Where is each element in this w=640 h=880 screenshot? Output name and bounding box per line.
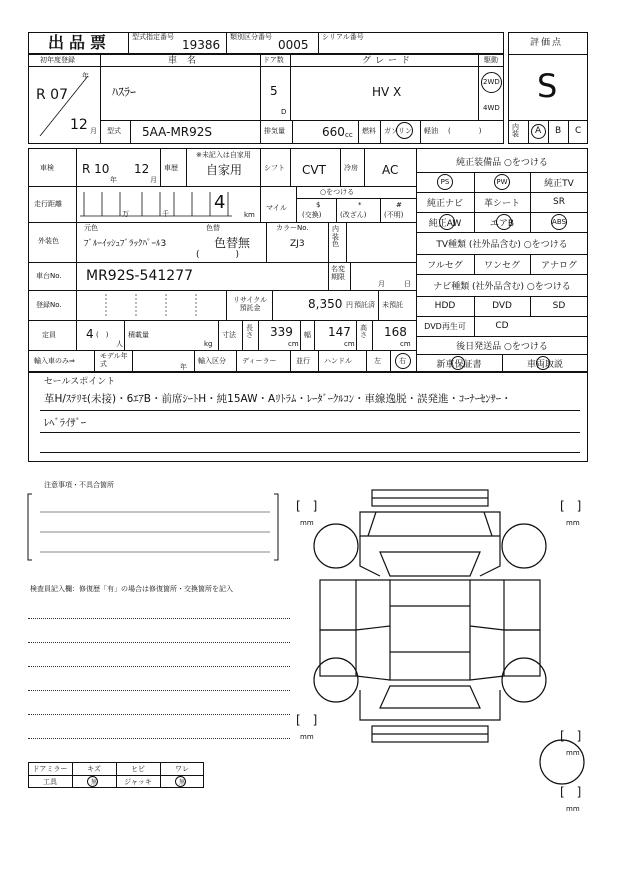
- first-reg-month-unit: 月: [90, 127, 97, 135]
- repaint-label: 色替: [206, 224, 220, 232]
- recycle-paid: 預託済: [354, 301, 375, 309]
- score-label: 評価点: [530, 38, 564, 48]
- sales-points-line2: ﾚﾍﾞﾗｲｻﾞｰ: [44, 417, 86, 429]
- mile-opt-exchange-sym: $: [316, 201, 321, 209]
- score-value: S: [537, 67, 558, 105]
- width-value: 147: [328, 325, 351, 339]
- color-no-value: ZJ3: [290, 239, 305, 249]
- capacity-label: 定員: [42, 331, 56, 339]
- caution-label: 注意事項・不具合箇所: [44, 481, 114, 489]
- inspection-era-year: R 10: [82, 162, 110, 176]
- fuel-gasoline: ガソリン: [384, 127, 412, 135]
- equip-ps: PS: [440, 178, 450, 186]
- title-exp-month: 月: [378, 280, 385, 288]
- tv-type-title: TV種類 (社外品含む) ○をつける: [436, 239, 568, 250]
- shift-label: シフト: [264, 164, 285, 172]
- equip-pw: PW: [496, 178, 508, 186]
- nav-sd: SD: [552, 301, 566, 311]
- import-label: 輸入車のみ⇒: [34, 357, 75, 365]
- model-year-unit: 年: [180, 363, 187, 371]
- mileage-man-unit: 万: [122, 210, 129, 218]
- nav-type-title: ナビ種類 (社外品含む) ○をつける: [433, 281, 571, 292]
- equip-airbag: エアB: [489, 218, 515, 229]
- grade-value: HV X: [372, 85, 402, 99]
- nav-dvd: DVD: [492, 301, 512, 311]
- fuel-other: ( ): [448, 127, 482, 135]
- mile-opt-exchange: (交換): [302, 211, 322, 219]
- tread-mm-spare: mm: [566, 805, 580, 813]
- reg-no-label: 登録No.: [36, 301, 62, 309]
- equip-genuine-tv: 純正TV: [544, 178, 574, 189]
- repaint-value: 色替無: [214, 236, 251, 250]
- model-year-label: モデル年式: [100, 352, 128, 368]
- interior-c: C: [575, 126, 582, 136]
- first-reg-era-year: R 07: [36, 87, 68, 103]
- length-label: 長さ: [246, 324, 253, 339]
- width-label: 幅: [304, 331, 311, 339]
- tv-analog: アナログ: [540, 260, 577, 271]
- legend-break: ワレ: [175, 764, 189, 773]
- legend-jack-mark: 無: [178, 779, 185, 786]
- handle-right: 右: [399, 357, 406, 365]
- use-note: ※未記入は自家用: [196, 151, 251, 159]
- length-value: 339: [270, 325, 293, 339]
- inspector-label: 検査員記入欄：修復歴「有」の場合は修復箇所・交換箇所を記入: [30, 585, 233, 593]
- repaint-paren: ( ): [196, 250, 240, 260]
- mileage-unit: km: [244, 211, 255, 219]
- drive-4wd: 4WD: [483, 104, 500, 112]
- tv-oneseg: ワンセグ: [483, 260, 520, 271]
- chassis-value: MR92S-541277: [86, 268, 194, 284]
- caution-brackets: [26, 486, 286, 566]
- interior-label: 内装: [512, 123, 519, 138]
- doors-label: ドア数: [263, 56, 284, 64]
- mile-circle-note: ○をつける: [320, 188, 355, 196]
- height-unit: cm: [400, 340, 411, 348]
- length-unit: cm: [288, 340, 299, 348]
- first-reg-year-unit: 年: [82, 72, 89, 80]
- mile-opt-tamper-sym: *: [358, 201, 362, 209]
- recycle-value: 8,350: [308, 297, 343, 311]
- use-label: 車歴: [164, 164, 178, 172]
- car-name-label: 車名: [168, 56, 207, 66]
- legend-tool: 工具: [43, 777, 57, 786]
- tread-bracket-rr: [ ]: [560, 729, 582, 743]
- title-exp-label: 名変期限: [331, 265, 345, 282]
- inspection-year-unit: 年: [110, 176, 117, 184]
- sales-points-line1: 革H/ｽﾃﾘﾓ(未接)・6ｴｱB・前席ｼｰﾄH・純15AW・Aﾘﾄﾗﾑ・ﾚｰﾀﾞｰｸﾙｺﾝ・車線逸脱・誤発進・ｺｰﾅｰｾﾝｻｰ・: [44, 393, 512, 405]
- type-no-label: 型式指定番号: [132, 33, 174, 41]
- handle-left: 左: [374, 357, 381, 365]
- car-name-value: ﾊｽﾗｰ: [112, 85, 137, 99]
- later-warranty: 新車保証書: [436, 359, 482, 370]
- page-title: 出品票: [48, 33, 112, 52]
- orig-color-label: 元色: [84, 224, 98, 232]
- car-damage-diagram: [290, 476, 600, 816]
- capacity-paren: ( ): [96, 331, 109, 339]
- fuel-light-oil: 軽油: [424, 127, 438, 135]
- mile-opt-unknown: (不明): [384, 211, 404, 219]
- shift-value: CVT: [302, 163, 326, 177]
- legend-tool-mark: 無: [90, 779, 97, 786]
- nav-hdd: HDD: [434, 301, 456, 311]
- recycle-label: リサイクル預託金: [232, 296, 268, 313]
- capacity-value: 4: [86, 327, 94, 341]
- sales-points-label: セールスポイント: [44, 377, 116, 387]
- drive-label: 駆動: [484, 56, 498, 64]
- fuel-label: 燃料: [362, 127, 376, 135]
- recycle-unit: 円: [346, 301, 353, 309]
- color-no-label: カラーNo.: [276, 224, 309, 232]
- equip-sr: SR: [553, 197, 565, 207]
- equip-abs: ABS: [552, 218, 566, 226]
- handle-label: ハンドル: [324, 357, 352, 365]
- legend-door-mirror: ドアミラー: [32, 764, 68, 773]
- tread-bracket-spare: [ ]: [560, 785, 582, 799]
- recycle-unpaid: 未預託: [382, 301, 403, 309]
- class-no-value: 0005: [278, 38, 309, 52]
- chassis-label: 車台No.: [36, 272, 62, 280]
- equip-leather: 革シート: [483, 198, 520, 209]
- inspection-month-unit: 月: [150, 176, 157, 184]
- model-label: 型式: [107, 127, 121, 135]
- equip-genuine-nav: 純正ナビ: [426, 198, 463, 209]
- load-label: 積載量: [128, 331, 149, 339]
- color-label: 外装色: [38, 237, 59, 245]
- mile-opt-tamper: (改ざん): [340, 211, 367, 219]
- doors-value: 5: [270, 84, 278, 98]
- interior-b: B: [555, 126, 562, 136]
- mile-label: マイル: [266, 204, 287, 212]
- height-label: 高さ: [360, 324, 367, 339]
- height-value: 168: [384, 325, 407, 339]
- class-no-label: 類別区分番号: [230, 33, 272, 41]
- inspection-month: 12: [134, 162, 150, 176]
- mileage-digit-boxes: [76, 186, 266, 222]
- mileage-value: 4: [214, 192, 226, 213]
- load-unit: kg: [204, 340, 213, 348]
- import-dealer: ディーラー: [242, 357, 277, 365]
- tread-bracket-rl: [ ]: [296, 713, 318, 727]
- width-unit: cm: [344, 340, 355, 348]
- nav-cd: CD: [495, 321, 509, 331]
- doors-suffix: D: [281, 108, 287, 116]
- capacity-unit: 人: [116, 340, 123, 348]
- displacement-value: 660: [322, 125, 345, 139]
- model-value: 5AA-MR92S: [142, 125, 213, 139]
- tread-mm-rr: mm: [566, 749, 580, 757]
- import-class-label: 輸入区分: [198, 357, 226, 365]
- equip-genuine-aw: 純正AW: [428, 218, 462, 229]
- tread-mm-rl: mm: [300, 733, 314, 741]
- int-color-label: 内装色: [332, 225, 339, 249]
- legend-scratch: キズ: [87, 764, 101, 773]
- mileage-label: 走行距離: [34, 200, 62, 208]
- title-exp-day: 日: [404, 280, 411, 288]
- first-reg-month: 12: [70, 117, 88, 133]
- later-manual: 車両取説: [526, 359, 563, 370]
- legend-jack: ジャッキ: [124, 777, 152, 786]
- tread-mm-fr: mm: [566, 519, 580, 527]
- use-value: 自家用: [206, 163, 243, 177]
- nav-dvd-play: DVD再生可: [424, 321, 466, 331]
- ac-label: 冷房: [344, 164, 358, 172]
- orig-color-value: ﾌﾞﾙｰｲｯｼｭﾌﾞﾗｯｸﾊﾟｰﾙ3: [84, 239, 167, 249]
- tread-bracket-fr: [ ]: [560, 499, 582, 513]
- reg-no-boxes: [76, 290, 226, 320]
- mileage-sen-unit: 千: [162, 210, 169, 218]
- displacement-label: 排気量: [264, 127, 285, 135]
- legend-crack: ヒビ: [131, 764, 145, 773]
- grade-label: グレード: [362, 56, 415, 66]
- type-no-value: 19386: [182, 38, 221, 52]
- displacement-unit: cc: [345, 131, 353, 139]
- tread-bracket-fl: [ ]: [296, 499, 318, 513]
- ac-value: AC: [382, 163, 399, 177]
- dims-label: 寸法: [222, 331, 236, 339]
- tv-fullseg: フルセグ: [427, 260, 463, 271]
- mile-opt-unknown-sym: #: [396, 201, 402, 209]
- interior-a: A: [535, 126, 542, 136]
- genuine-equip-title: 純正装備品 ○をつける: [456, 157, 548, 168]
- later-items-title: 後日発送品 ○をつける: [456, 342, 548, 352]
- drive-2wd: 2WD: [483, 78, 500, 86]
- tread-mm-fl: mm: [300, 519, 314, 527]
- first-reg-label: 初年度登録: [40, 56, 75, 64]
- import-parallel: 並行: [296, 357, 310, 365]
- inspection-label: 車検: [40, 164, 54, 172]
- serial-label: シリアル番号: [322, 33, 364, 41]
- fuel-gasoline-circle: [396, 122, 413, 139]
